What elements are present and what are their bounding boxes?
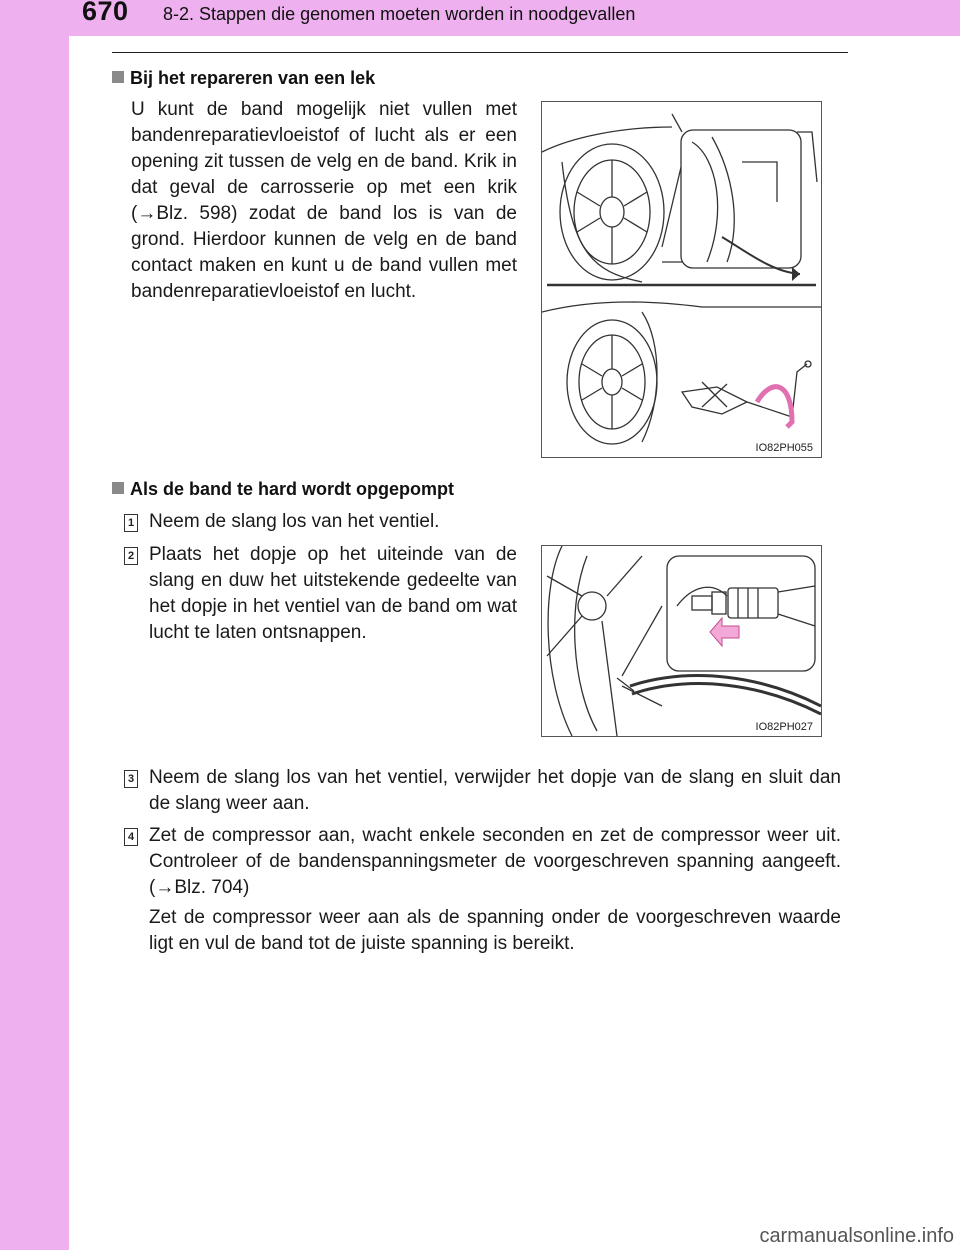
page-number: 670	[82, 0, 129, 26]
watermark-text: carmanualsonline.info	[759, 1225, 954, 1247]
chapter-title: 8-2. Stappen die genomen moeten worden in noodgevallen	[163, 4, 636, 24]
step-1-text: Neem de slang los van het ventiel.	[149, 511, 440, 532]
sidebar-band	[0, 0, 69, 1250]
figure-code-leak: IO82PH055	[755, 442, 813, 454]
step-number-4: 4	[124, 828, 138, 846]
section-heading-leak	[112, 68, 375, 89]
section-heading-overinflated	[112, 479, 454, 500]
figure-valve-cap-illustration	[541, 545, 822, 737]
figure-code-valve: IO82PH027	[755, 721, 813, 733]
valve-illustration-svg	[542, 546, 821, 736]
step-number-1: 1	[124, 514, 138, 532]
step-3-text: Neem de slang los van het ventiel, verwijder het dopje van de slang en sluit dan de slang weer aan.	[149, 767, 841, 814]
bullet-square-icon	[112, 482, 124, 494]
section-heading-overinflated-text: Als de band te hard wordt opgepompt	[130, 479, 454, 499]
leak-paragraph: U kunt de band mogelijk niet vullen met bandenreparatievloeistof of lucht als er een opening zit tussen de velg en de band. Krik in dat geval de carrosserie op met een krik (→Blz. 598) zodat de band los is van de grond. Hierdoor kunnen de velg en de band contact maken en kunt u de band vullen met bandenreparatievloeistof en lucht.	[131, 99, 517, 302]
step-number-3: 3	[124, 770, 138, 788]
bullet-square-icon	[112, 71, 124, 83]
jack-illustration-svg	[542, 102, 821, 457]
section-heading-leak-text: Bij het repareren van een lek	[130, 68, 376, 88]
header-rule	[112, 52, 848, 53]
figure-jack-up-illustration	[541, 101, 822, 458]
step-4-text: Zet de compressor aan, wacht enkele seconden en zet de compressor weer uit. Controleer of de bandenspanningsmeter de voorgeschreven spanning aangeeft. (→Blz. 704)	[149, 825, 841, 898]
step-2-text: Plaats het dopje op het uiteinde van de slang en duw het uitstekende gedeelte van het dopje in het ventiel van de band om wat lucht te laten ontsnappen.	[149, 544, 517, 643]
step-4-followup-text: Zet de compressor weer aan als de spanning onder de voorgeschreven waarde ligt en vul de band tot de juiste spanning is bereikt.	[149, 907, 841, 954]
step-number-2: 2	[124, 547, 138, 565]
